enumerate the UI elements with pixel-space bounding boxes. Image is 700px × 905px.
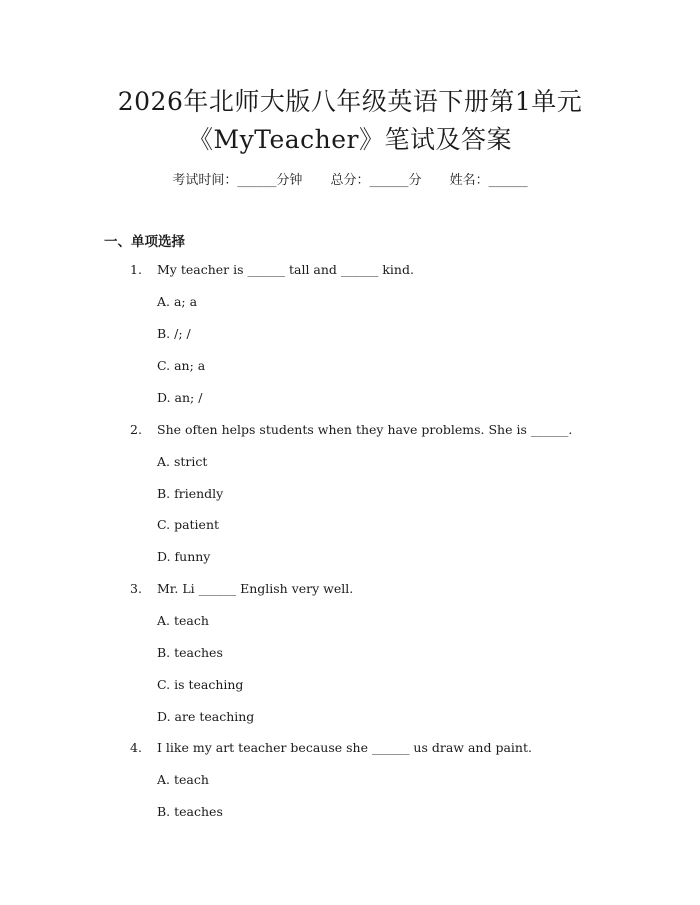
question-number: 3.	[130, 581, 142, 596]
question-1	[130, 262, 414, 277]
option-2b: B. friendly	[157, 486, 224, 501]
exam-time: 考试时间：______分钟	[172, 173, 303, 188]
page-title-line2: 《MyTeacher》笔试及答案	[187, 125, 512, 154]
exam-student-name: 姓名：______	[449, 173, 528, 188]
exam-meta	[0, 169, 700, 188]
option-2a: A. strict	[157, 454, 208, 469]
question-text: She often helps students when they have problems. She is ______.	[157, 422, 573, 437]
question-3	[130, 581, 353, 596]
option-1a: A. a; a	[157, 294, 198, 309]
option-3c: C. is teaching	[157, 677, 244, 692]
question-number: 1.	[130, 262, 142, 277]
option-3b: B. teaches	[157, 645, 223, 660]
question-4	[130, 740, 532, 755]
option-4a: A. teach	[157, 772, 209, 787]
question-2	[130, 422, 572, 437]
option-1c: C. an; a	[157, 358, 206, 373]
option-3d: D. are teaching	[157, 709, 255, 724]
option-2d: D. funny	[157, 549, 211, 564]
question-text: Mr. Li ______ English very well.	[157, 581, 354, 596]
section-heading: 一、单项选择	[104, 234, 185, 250]
exam-total-score: 总分：______分	[330, 173, 422, 188]
page-title-line1: 2026年北师大版八年级英语下册第1单元	[117, 87, 583, 116]
question-text: I like my art teacher because she ______ us draw and paint.	[157, 740, 532, 755]
question-number: 4.	[130, 740, 142, 755]
option-3a: A. teach	[157, 613, 209, 628]
option-2c: C. patient	[157, 517, 220, 532]
option-1b: B. /; /	[157, 326, 191, 341]
option-4b: B. teaches	[157, 804, 223, 819]
option-1d: D. an; /	[157, 390, 203, 405]
question-number: 2.	[130, 422, 142, 437]
question-text: My teacher is ______ tall and ______ kind.	[157, 262, 414, 277]
